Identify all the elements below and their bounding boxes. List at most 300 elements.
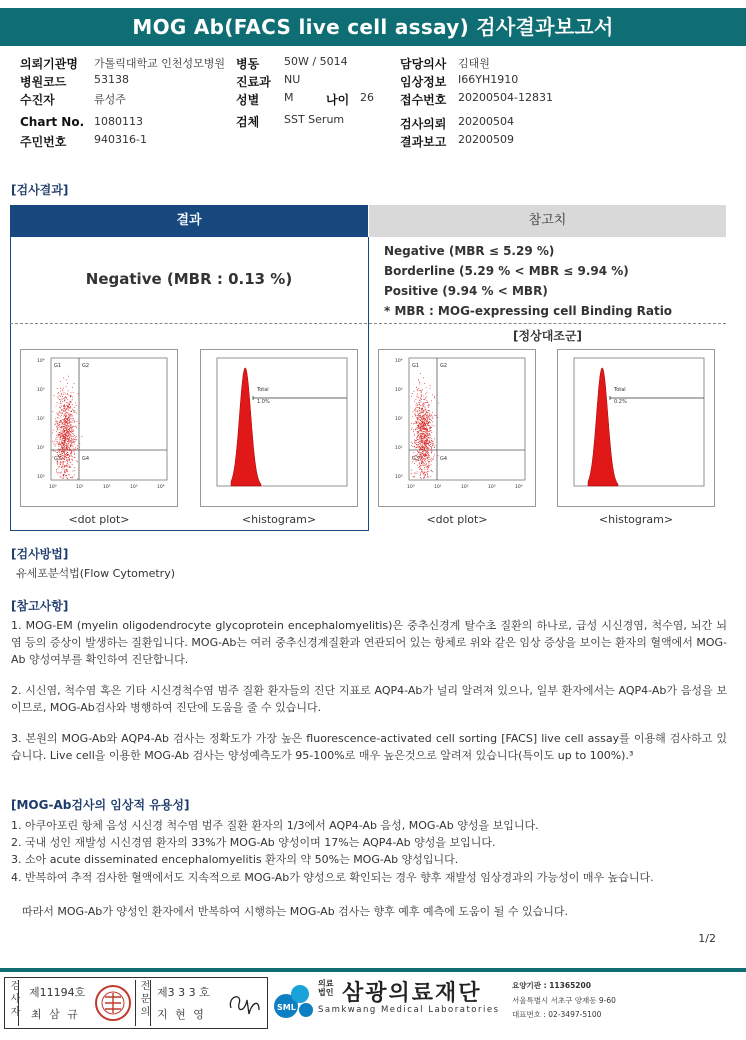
dot-point	[69, 466, 70, 467]
dot-point	[422, 452, 423, 453]
dot-point	[73, 431, 74, 432]
dot-point	[71, 451, 72, 452]
dot-point	[428, 407, 429, 408]
dot-point	[420, 423, 421, 424]
dot-point	[64, 440, 65, 441]
dot-point	[66, 443, 67, 444]
dot-point	[420, 426, 421, 427]
dot-point	[59, 451, 60, 452]
dot-point	[64, 431, 65, 432]
dot-point	[63, 416, 64, 417]
dot-point	[427, 458, 428, 459]
dot-point	[427, 430, 428, 431]
dot-point	[413, 429, 414, 430]
dot-point	[69, 439, 70, 440]
dot-point	[416, 422, 417, 423]
specialist-label: 전문의	[135, 980, 151, 1026]
dot-point	[419, 402, 420, 403]
dot-point	[56, 469, 57, 470]
dot-point	[74, 470, 75, 471]
dot-point	[421, 447, 422, 448]
dot-point	[413, 446, 414, 447]
dot-point	[68, 417, 69, 418]
dot-point	[426, 446, 427, 447]
dot-point	[67, 418, 68, 419]
dot-point	[60, 396, 61, 397]
dot-point	[421, 438, 422, 439]
reference-ranges	[384, 241, 672, 321]
dot-point	[67, 463, 68, 464]
dot-point	[64, 474, 65, 475]
dot-point	[424, 463, 425, 464]
dot-point	[432, 425, 433, 426]
dot-point	[433, 457, 434, 458]
dot-point	[69, 441, 70, 442]
dot-point	[59, 424, 60, 425]
dot-point	[419, 447, 420, 448]
dot-point	[70, 462, 71, 463]
dot-point	[64, 454, 65, 455]
dot-point	[66, 465, 67, 466]
dot-point	[427, 469, 428, 470]
dot-point	[60, 441, 61, 442]
dot-point	[71, 392, 72, 393]
dot-point	[429, 405, 430, 406]
dot-point	[60, 462, 61, 463]
dot-point	[57, 427, 58, 428]
dot-point	[423, 433, 424, 434]
dot-point	[74, 474, 75, 475]
dot-point	[67, 394, 68, 395]
dot-point	[65, 400, 66, 401]
dot-point	[67, 444, 68, 445]
dot-point	[61, 458, 62, 459]
dot-point	[57, 464, 58, 465]
dot-point	[421, 396, 422, 397]
ward-label: 병동	[236, 57, 260, 71]
dot-point	[416, 407, 417, 408]
dot-point	[67, 438, 68, 439]
dot-point	[426, 418, 427, 419]
dot-point	[421, 410, 422, 411]
dot-point	[63, 474, 64, 475]
dot-point	[421, 402, 422, 403]
dot-point	[418, 421, 419, 422]
dot-point	[64, 430, 65, 431]
dot-point	[71, 434, 72, 435]
dot-point	[416, 438, 417, 439]
dot-point	[421, 391, 422, 392]
dot-point	[411, 445, 412, 446]
dot-point	[426, 428, 427, 429]
dot-point	[419, 456, 420, 457]
dot-point	[66, 409, 67, 410]
examiner-label: 검사자	[7, 980, 19, 1026]
dot-point	[421, 429, 422, 430]
dot-point	[422, 456, 423, 457]
hospital-value: 가톨릭대학교 인천성모병원	[94, 57, 226, 70]
dot-point	[415, 416, 416, 417]
dot-point	[427, 412, 428, 413]
reception-value: 20200504-12831	[458, 91, 553, 104]
dot-point	[420, 452, 421, 453]
x-tick-label: 10³	[130, 485, 138, 490]
gate-label: G3	[412, 456, 420, 462]
id-value: 940316-1	[94, 133, 147, 146]
dot-point	[420, 434, 421, 435]
dot-point	[434, 438, 435, 439]
gate-label: G4	[440, 456, 448, 462]
dot-point	[57, 441, 58, 442]
dot-point	[59, 442, 60, 443]
dot-point	[70, 396, 71, 397]
dot-point	[419, 404, 420, 405]
dot-point	[69, 430, 70, 431]
dot-point	[418, 419, 419, 420]
dot-point	[62, 440, 63, 441]
dot-point	[427, 466, 428, 467]
sex-value: M	[284, 91, 294, 104]
dot-point	[416, 403, 417, 404]
dot-point	[419, 416, 420, 417]
examiner-license: 제11194호	[29, 986, 86, 999]
dot-point	[61, 472, 62, 473]
dot-point	[419, 397, 420, 398]
dot-point	[427, 432, 428, 433]
dot-point	[431, 447, 432, 448]
dot-point	[60, 445, 61, 446]
dot-point	[68, 434, 69, 435]
dot-point	[425, 425, 426, 426]
y-tick-label: 10⁰	[395, 475, 403, 480]
dot-point	[424, 442, 425, 443]
reference-header: 참고치	[369, 205, 726, 237]
dot-point	[421, 399, 422, 400]
dot-point	[65, 439, 66, 440]
dot-point	[63, 426, 64, 427]
dot-point	[58, 393, 59, 394]
dot-point	[64, 392, 65, 393]
dot-point	[422, 409, 423, 410]
dot-point	[63, 406, 64, 407]
dot-point	[59, 446, 60, 447]
dot-point	[65, 449, 66, 450]
dot-point	[415, 459, 416, 460]
dot-point	[421, 463, 422, 464]
dot-point	[414, 463, 415, 464]
dot-point	[423, 451, 424, 452]
dot-point	[418, 433, 419, 434]
dot-point	[420, 474, 421, 475]
dot-point	[70, 467, 71, 468]
dot-point	[68, 418, 69, 419]
dot-point	[59, 452, 60, 453]
y-tick-label: 10⁴	[395, 359, 403, 364]
dot-point	[421, 441, 422, 442]
dot-point	[72, 397, 73, 398]
dot-point	[419, 428, 420, 429]
dot-point	[426, 416, 427, 417]
dot-point	[62, 401, 63, 402]
dot-point	[72, 433, 73, 434]
dot-point	[421, 456, 422, 457]
dot-point	[70, 408, 71, 409]
dot-point	[428, 457, 429, 458]
dot-point	[65, 456, 66, 457]
dot-point	[429, 412, 430, 413]
dot-point	[429, 442, 430, 443]
dot-point	[417, 446, 418, 447]
dot-point	[58, 456, 59, 457]
dot-point	[420, 424, 421, 425]
dot-point	[427, 450, 428, 451]
dot-point	[77, 448, 78, 449]
dot-point	[75, 439, 76, 440]
dot-point	[71, 450, 72, 451]
dept-label: 진료과	[236, 75, 271, 89]
dot-point	[421, 423, 422, 424]
dot-point	[66, 460, 67, 461]
dot-point	[418, 425, 419, 426]
dot-point	[429, 445, 430, 446]
dot-point	[426, 446, 427, 447]
y-tick-label: 10²	[37, 417, 45, 422]
dot-point	[418, 414, 419, 415]
dot-point	[423, 458, 424, 459]
dot-point	[64, 401, 65, 402]
dot-point	[75, 441, 76, 442]
dot-point	[60, 450, 61, 451]
dot-point	[427, 466, 428, 467]
dot-point	[417, 472, 418, 473]
dot-point	[65, 475, 66, 476]
dot-point	[73, 441, 74, 442]
dot-point	[64, 438, 65, 439]
specialist-name: 지 현 영	[157, 1008, 206, 1021]
dot-point	[59, 466, 60, 467]
dot-point	[60, 444, 61, 445]
dot-point	[68, 479, 69, 480]
dot-point	[58, 435, 59, 436]
y-tick-label: 10³	[395, 388, 403, 393]
dot-point	[64, 453, 65, 454]
dot-point	[60, 381, 61, 382]
signature-box	[4, 977, 268, 1029]
dot-point	[62, 462, 63, 463]
dot-point	[430, 415, 431, 416]
dot-point	[64, 472, 65, 473]
dot-point	[418, 415, 419, 416]
dot-point	[423, 440, 424, 441]
dot-point	[425, 450, 426, 451]
dot-point	[59, 399, 60, 400]
dot-point	[423, 418, 424, 419]
dot-point	[63, 408, 64, 409]
dot-point	[71, 411, 72, 412]
dot-point	[416, 409, 417, 410]
dot-point	[418, 431, 419, 432]
dot-point	[74, 439, 75, 440]
ward-value: 50W / 5014	[284, 55, 348, 68]
org-name: 삼광의료재단	[342, 981, 482, 1006]
dot-point	[75, 450, 76, 451]
dot-point	[77, 461, 78, 462]
reference-paragraph-3: 3. 본원의 MOG-Ab와 AQP4-Ab 검사는 정확도가 가장 높은 fluorescence-activated cell sorting [FACS] live cell assay를 이용해 검사하고 있습니다. Live cell을 이용한 MOG-Ab 검사는 양성예측도가 95-100%로 매우 높은것으로 알려져 있습니다(특이도 up to 100%).³	[11, 732, 727, 762]
dot-point	[64, 406, 65, 407]
dot-point	[423, 412, 424, 413]
dot-point	[59, 395, 60, 396]
dot-point	[72, 427, 73, 428]
x-tick-label: 10³	[488, 485, 496, 490]
dot-point	[412, 456, 413, 457]
histogram-peak	[231, 368, 261, 486]
dot-point	[414, 435, 415, 436]
dot-point	[425, 409, 426, 410]
dot-point	[429, 415, 430, 416]
dot-point	[427, 425, 428, 426]
dot-point	[428, 410, 429, 411]
dot-point	[67, 478, 68, 479]
dot-point	[418, 427, 419, 428]
dot-point	[60, 427, 61, 428]
dot-point	[429, 425, 430, 426]
dot-point	[71, 414, 72, 415]
dot-point	[61, 459, 62, 460]
dot-point	[61, 426, 62, 427]
dot-point	[68, 409, 69, 410]
dot-point	[70, 419, 71, 420]
dot-point	[69, 459, 70, 460]
dot-point	[424, 441, 425, 442]
dot-point	[77, 479, 78, 480]
dot-point	[416, 461, 417, 462]
dot-point	[429, 419, 430, 420]
dot-point	[419, 408, 420, 409]
dot-point	[75, 410, 76, 411]
dot-point	[67, 383, 68, 384]
dot-point	[73, 449, 74, 450]
dot-point	[423, 427, 424, 428]
dot-point	[64, 442, 65, 443]
dot-point	[64, 398, 65, 399]
dot-point	[67, 431, 68, 432]
gate-label: G4	[82, 456, 90, 462]
dot-point	[66, 450, 67, 451]
dot-point	[425, 432, 426, 433]
dot-point	[416, 429, 417, 430]
dot-point	[414, 391, 415, 392]
dot-point	[57, 437, 58, 438]
dot-point	[424, 383, 425, 384]
dot-point	[68, 390, 69, 391]
dot-point	[419, 410, 420, 411]
dot-point	[423, 449, 424, 450]
dot-point	[65, 396, 66, 397]
ref-borderline: Borderline (5.29 % < MBR ≤ 9.94 %)	[384, 264, 629, 278]
dot-point	[58, 425, 59, 426]
dot-point	[417, 405, 418, 406]
dot-point	[76, 461, 77, 462]
dot-point	[67, 439, 68, 440]
dot-point	[68, 439, 69, 440]
dot-point	[411, 473, 412, 474]
dot-point	[73, 426, 74, 427]
dot-point	[421, 420, 422, 421]
dot-point	[58, 392, 59, 393]
dot-point	[56, 435, 57, 436]
dot-point	[61, 455, 62, 456]
dot-point	[438, 403, 439, 404]
dot-point	[421, 416, 422, 417]
dot-point	[66, 421, 67, 422]
dot-point	[417, 465, 418, 466]
dot-point	[54, 395, 55, 396]
dot-point	[422, 422, 423, 423]
dot-point	[57, 428, 58, 429]
dot-point	[69, 414, 70, 415]
dot-point	[427, 453, 428, 454]
dot-point	[73, 471, 74, 472]
dot-point	[62, 451, 63, 452]
dot-point	[424, 427, 425, 428]
dot-point	[60, 473, 61, 474]
dot-point	[427, 435, 428, 436]
dot-point	[73, 476, 74, 477]
dot-point	[430, 416, 431, 417]
dot-point	[422, 461, 423, 462]
dot-point	[431, 415, 432, 416]
dot-point	[62, 448, 63, 449]
dot-point	[64, 414, 65, 415]
org-license: 요양기관 : 11365200	[512, 981, 591, 990]
specimen-value: SST Serum	[284, 113, 345, 126]
clinical-item: 2. 국내 성인 재발성 시신경염 환자의 33%가 MOG-Ab 양성이며 17%는 AQP4-Ab 양성을 보입니다.	[11, 836, 496, 849]
dot-point	[64, 405, 65, 406]
y-tick-label: 10¹	[37, 446, 45, 451]
dot-point	[428, 435, 429, 436]
dot-point	[67, 471, 68, 472]
dot-point	[420, 436, 421, 437]
dot-point	[426, 422, 427, 423]
dot-point	[424, 467, 425, 468]
dot-point	[58, 418, 59, 419]
gate-label: G1	[412, 363, 420, 369]
dot-point	[69, 434, 70, 435]
dot-point	[61, 415, 62, 416]
clinical-value: I66YH1910	[458, 73, 519, 86]
logo-text: SML	[277, 1003, 296, 1012]
dot-point	[416, 405, 417, 406]
reference-paragraph-2: 2. 시신염, 척수염 혹은 기타 시신경척수염 범주 질환 환자들의 진단 지표로 AQP4-Ab가 널리 알려져 있으나, 일부 환자에서는 AQP4-Ab가 음성을 보이므로, MOG-Ab검사와 병행하여 진단에 도움을 줄 수 있습니다.	[11, 684, 727, 714]
dot-point	[419, 384, 420, 385]
dot-point	[61, 439, 62, 440]
dot-point	[415, 429, 416, 430]
dot-point	[430, 428, 431, 429]
dot-point	[416, 415, 417, 416]
results-section-title: [검사결과]	[11, 183, 69, 197]
dot-point	[421, 460, 422, 461]
dot-point	[69, 456, 70, 457]
dot-point	[425, 430, 426, 431]
dot-point	[412, 462, 413, 463]
dot-point	[421, 437, 422, 438]
dot-point	[421, 446, 422, 447]
dot-point	[421, 471, 422, 472]
dot-point	[67, 460, 68, 461]
dot-point	[428, 450, 429, 451]
dot-point	[428, 455, 429, 456]
dot-point	[417, 394, 418, 395]
